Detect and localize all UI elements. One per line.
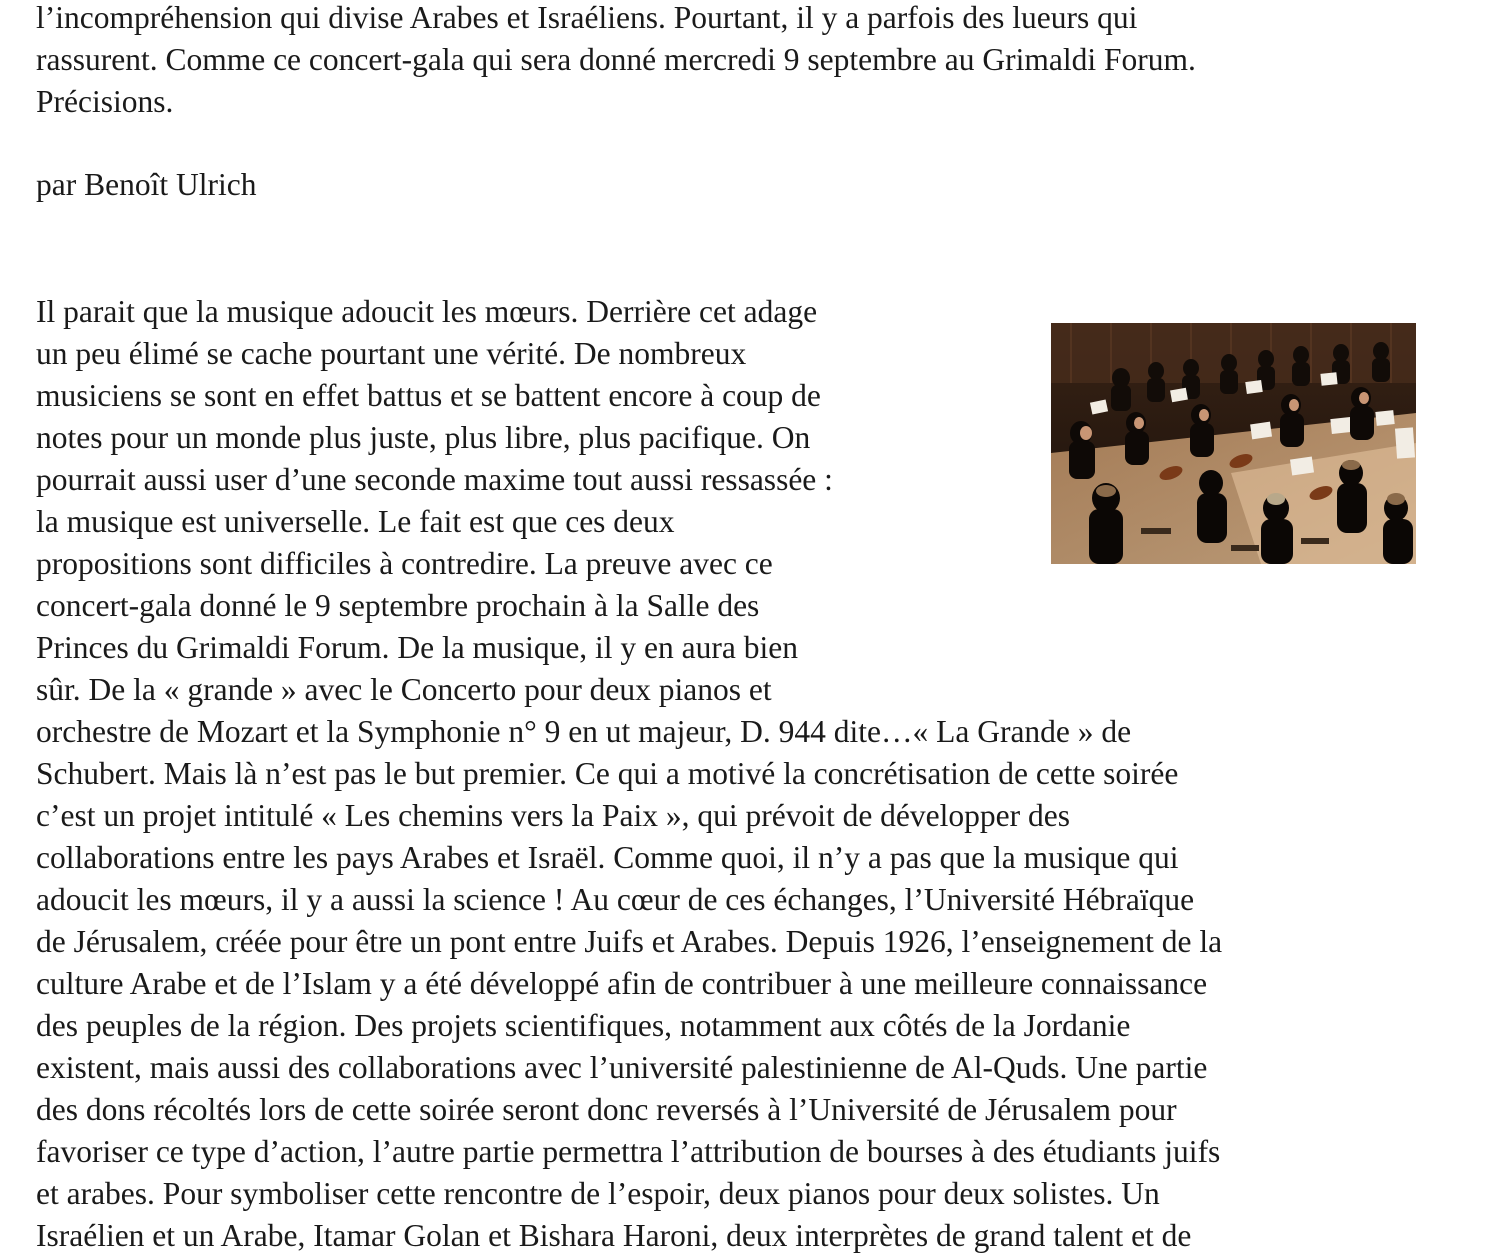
article-line: concert-gala donné le 9 septembre prochain à la Salle des (36, 588, 760, 623)
article-line: musiciens se sont en effet battus et se battent encore à coup de (36, 378, 821, 413)
article-line: Schubert. Mais là n’est pas le but premier. Ce qui a motivé la concrétisation de cette soirée (36, 756, 1179, 791)
article-line: c’est un projet intitulé « Les chemins vers la Paix », qui prévoit de développer des (36, 798, 1070, 833)
byline (36, 164, 256, 206)
article-body-wrapped (36, 291, 833, 711)
article-line: pourrait aussi user d’une seconde maxime tout aussi ressassée : (36, 462, 833, 497)
intro-line: rassurent. Comme ce concert-gala qui sera donné mercredi 9 septembre au Grimaldi Forum. (36, 42, 1196, 77)
article-line: Il parait que la musique adoucit les mœurs. Derrière cet adage (36, 294, 818, 329)
article-line: collaborations entre les pays Arabes et Israël. Comme quoi, il n’y a pas que la musique qui (36, 840, 1179, 875)
intro-paragraph (36, 0, 1196, 123)
author-byline: par Benoît Ulrich (36, 167, 257, 202)
article-line: orchestre de Mozart et la Symphonie n° 9 en ut majeur, D. 944 dite…« La Grande » de (36, 714, 1132, 749)
article-line: la musique est universelle. Le fait est que ces deux (36, 504, 675, 539)
article-line: adoucit les mœurs, il y a aussi la science ! Au cœur de ces échanges, l’Université Hébraïque (36, 882, 1195, 917)
article-line: Princes du Grimaldi Forum. De la musique, il y en aura bien (36, 630, 798, 665)
orchestra-photo (1051, 323, 1416, 564)
article-line: Israélien et un Arabe, Itamar Golan et Bishara Haroni, deux interprètes de grand talent et de (36, 1218, 1192, 1253)
article-line: de Jérusalem, créée pour être un pont entre Juifs et Arabes. Depuis 1926, l’enseignement de la (36, 924, 1223, 959)
article-line: des dons récoltés lors de cette soirée seront donc reversés à l’Université de Jérusalem pour (36, 1092, 1177, 1127)
article-line: un peu élimé se cache pourtant une vérité. De nombreux (36, 336, 747, 371)
intro-line: l’incompréhension qui divise Arabes et Israéliens. Pourtant, il y a parfois des lueurs qui (36, 0, 1138, 35)
article-line: et arabes. Pour symboliser cette rencontre de l’espoir, deux pianos pour deux solistes. Un (36, 1176, 1160, 1211)
intro-line: Précisions. (36, 84, 174, 119)
article-line: culture Arabe et de l’Islam y a été développé afin de contribuer à une meilleure connaissance (36, 966, 1208, 1001)
article-line: propositions sont difficiles à contredire. La preuve avec ce (36, 546, 773, 581)
article-body-full (36, 711, 1222, 1257)
article-line: sûr. De la « grande » avec le Concerto pour deux pianos et (36, 672, 772, 707)
article-line: notes pour un monde plus juste, plus libre, plus pacifique. On (36, 420, 811, 455)
article-line: existent, mais aussi des collaborations avec l’université palestinienne de Al-Quds. Une partie (36, 1050, 1208, 1085)
article-line: des peuples de la région. Des projets scientifiques, notamment aux côtés de la Jordanie (36, 1008, 1131, 1043)
article-line: favoriser ce type d’action, l’autre partie permettra l’attribution de bourses à des étudiants juifs (36, 1134, 1221, 1169)
